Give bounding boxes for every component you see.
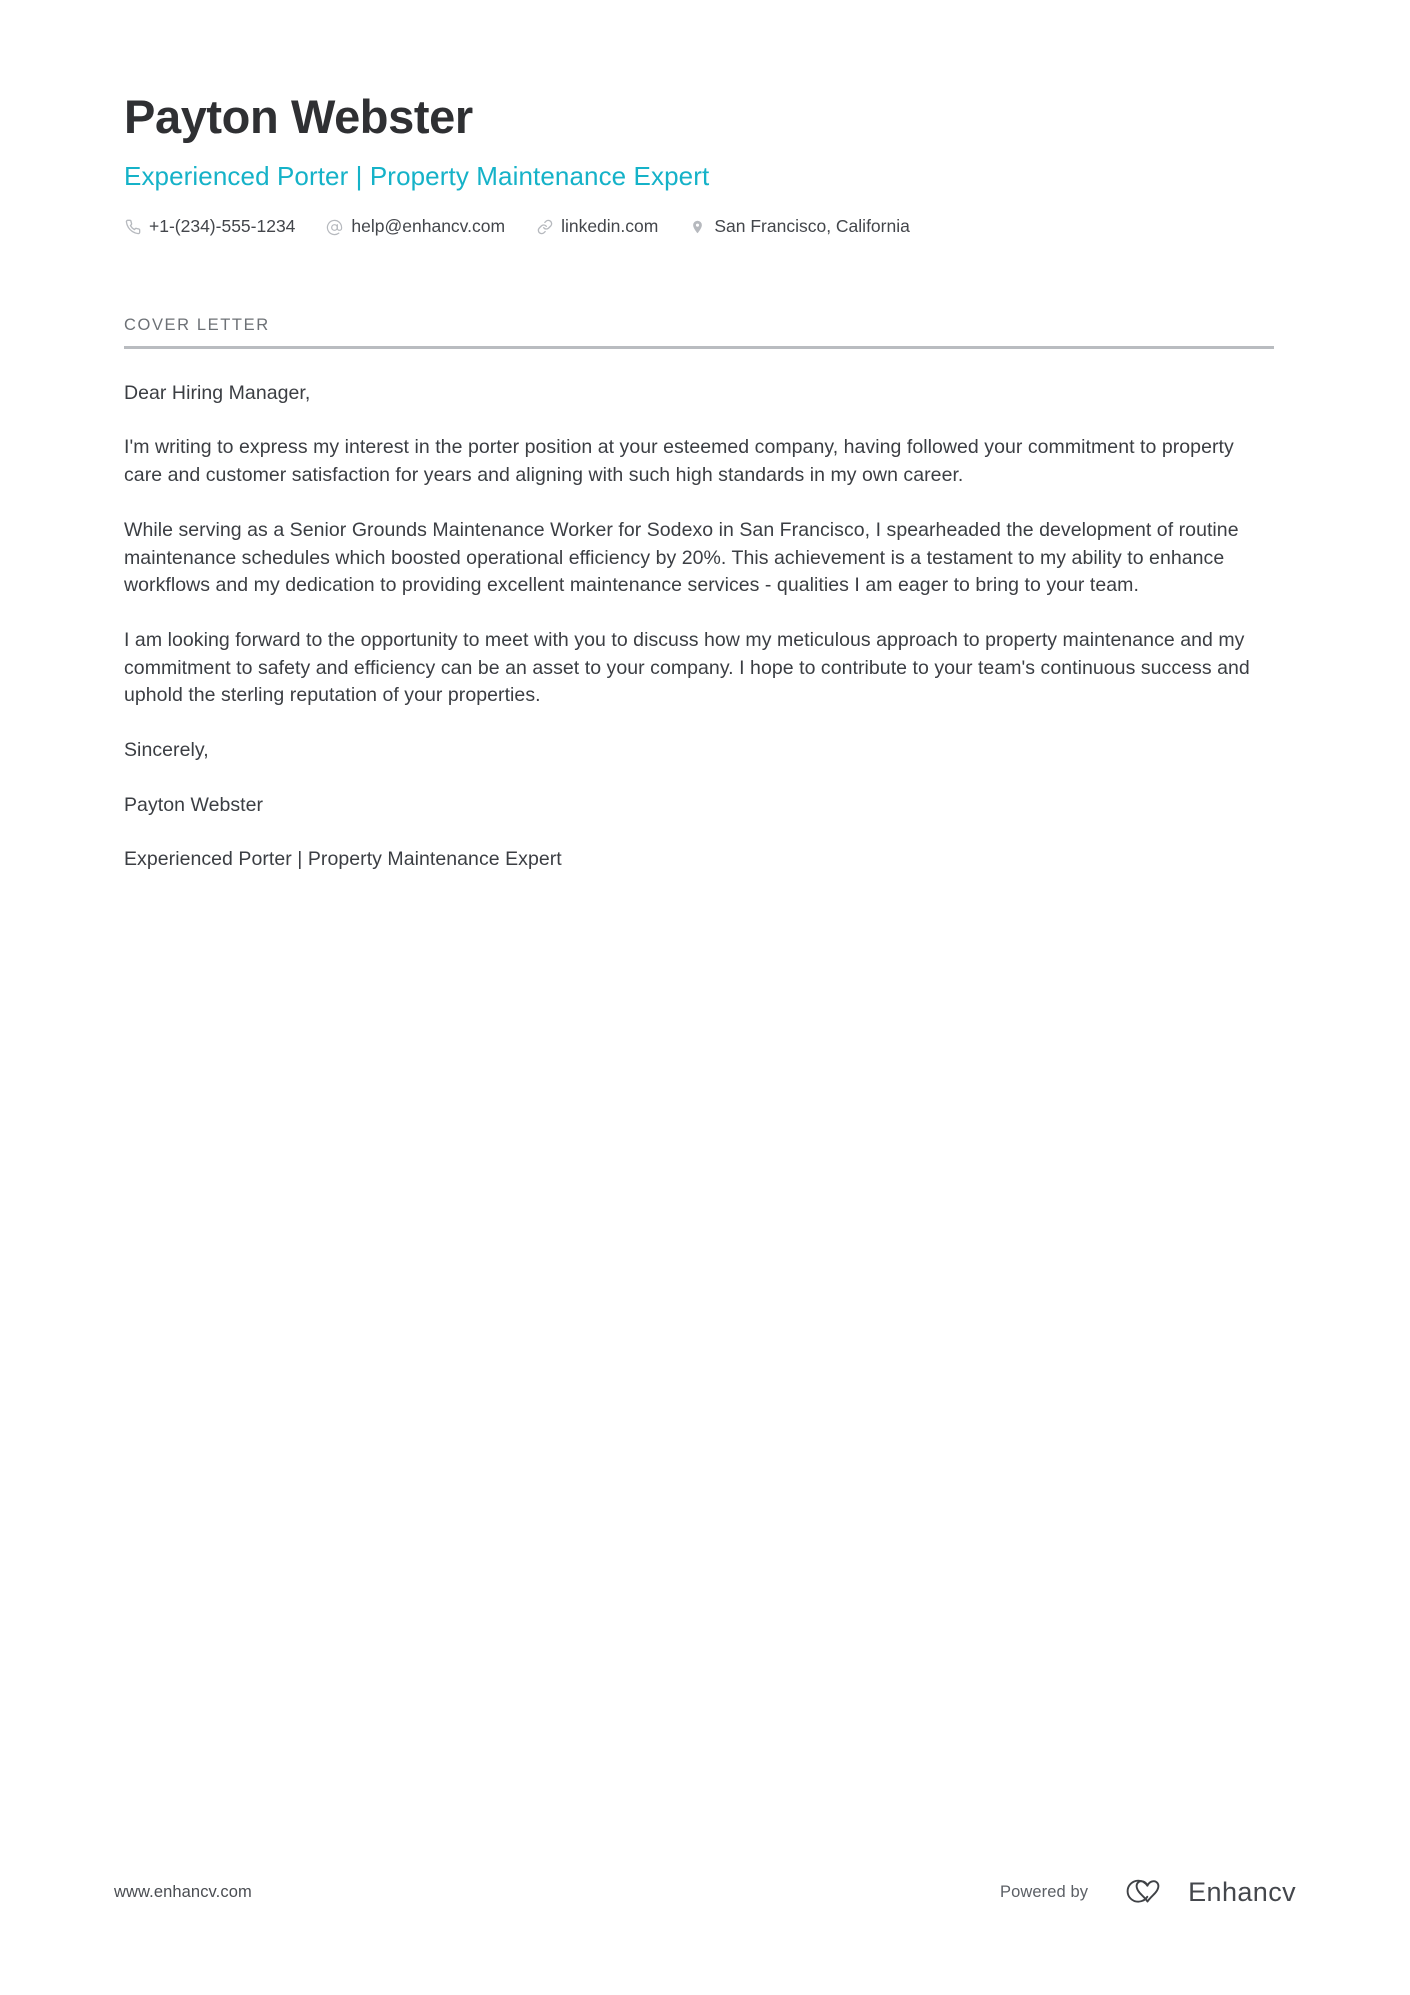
powered-by-label: Powered by: [999, 1882, 1089, 1901]
link-icon: [536, 219, 553, 236]
contact-location: [689, 218, 910, 236]
contact-row: [124, 218, 1274, 236]
letter-paragraph-2: While serving as a Senior Grounds Maintenance Worker for Sodexo in San Francisco, I spearheaded the development of routine maintenance schedules which boosted operational efficiency by 20%. This achievement is a testament to my ability to enhance workflows and my dedication to providing excellent maintenance services - qualities I am eager to bring to your team.: [124, 518, 1239, 597]
contact-linkedin-text: linkedin.com: [561, 216, 659, 237]
contact-email[interactable]: [326, 218, 505, 236]
enhancv-mark-icon: [1122, 1877, 1174, 1907]
letter-signature-name: Payton Webster: [124, 793, 264, 816]
candidate-headline: Experienced Porter | Property Maintenance Expert: [124, 160, 710, 191]
contact-phone[interactable]: [124, 218, 295, 236]
phone-icon: [124, 219, 141, 236]
footer-website-url[interactable]: www.enhancv.com: [114, 1882, 252, 1901]
footer-brand: [1000, 1877, 1296, 1907]
location-pin-icon: [689, 219, 706, 236]
letter-paragraph-1: I'm writing to express my interest in the porter position at your esteemed company, having followed your commitment to property care and customer satisfaction for years and aligning with such high standards in my own career.: [124, 436, 1234, 487]
document-content: [124, 0, 1274, 874]
candidate-name: Payton Webster: [124, 90, 473, 143]
contact-location-text: San Francisco, California: [714, 216, 910, 237]
contact-email-text: help@enhancv.com: [351, 216, 506, 237]
document-header: [124, 0, 1274, 236]
enhancv-wordmark: Enhancv: [1188, 1876, 1296, 1907]
contact-phone-text: +1-(234)-555-1234: [149, 216, 296, 237]
letter-closing: Sincerely,: [124, 738, 209, 761]
letter-paragraph-3: I am looking forward to the opportunity to meet with you to discuss how my meticulous approach to property maintenance and my commitment to safety and efficiency can be an asset to your company. I hope to contribute to your team's continuous success and uphold the sterling reputation of your properties.: [124, 628, 1250, 707]
letter-signature-title: Experienced Porter | Property Maintenance Expert: [124, 848, 562, 871]
enhancv-logo: [1122, 1877, 1296, 1907]
email-icon: [326, 219, 343, 236]
letter-salutation: Dear Hiring Manager,: [124, 381, 311, 404]
contact-linkedin[interactable]: [536, 218, 658, 236]
page-footer: [114, 1877, 1296, 1907]
section-title: COVER LETTER: [124, 315, 270, 334]
letter-body: [124, 349, 1274, 874]
cover-letter-section: [124, 316, 1274, 874]
